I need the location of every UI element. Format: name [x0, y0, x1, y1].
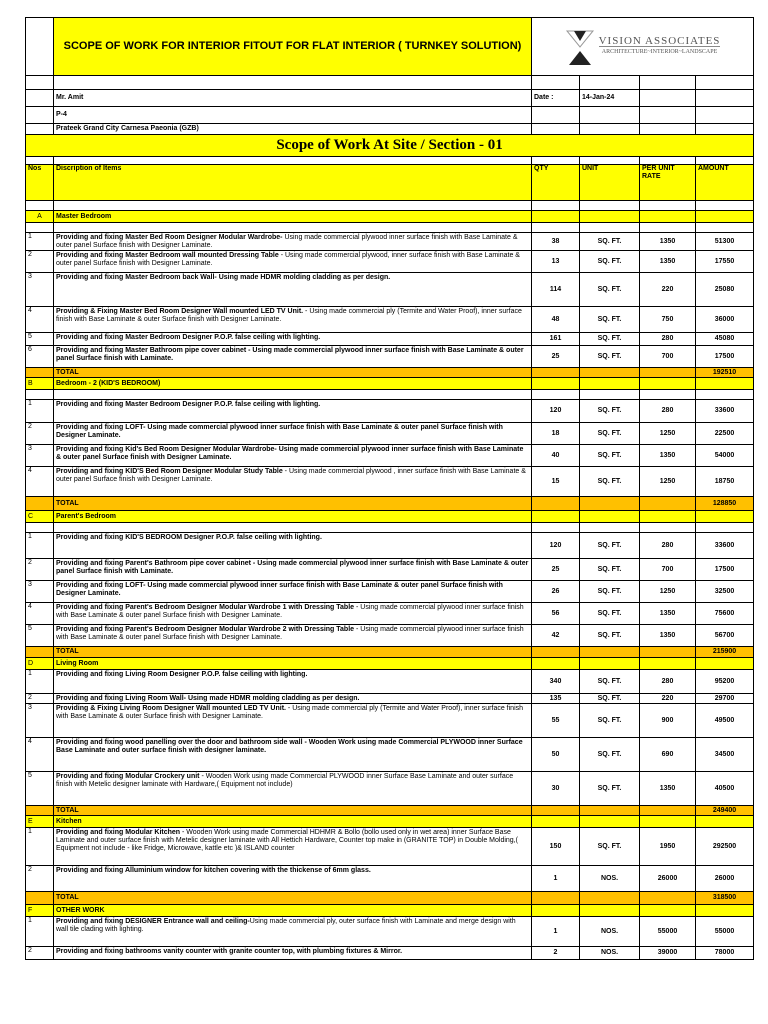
line-item-row	[26, 694, 754, 704]
item-detail: - Using made commercial ply (Termite and Water Proof), inner surface finish with Base Laminate & outer Surface finish with Designer Laminate.	[56, 308, 522, 323]
item-title: Providing and fixing Master Bedroom back Wall- Using made HDMR molding cladding as per design.	[56, 274, 391, 281]
date-label: Date :	[532, 90, 580, 107]
item-qty: 120	[532, 533, 580, 559]
item-amount: 33600	[696, 533, 754, 559]
section-title: Scope of Work At Site / Section - 01	[26, 135, 754, 157]
item-qty: 161	[532, 333, 580, 346]
item-amount: 25080	[696, 273, 754, 307]
item-amount: 95200	[696, 670, 754, 694]
item-rate: 1950	[640, 828, 696, 866]
section-id: C	[26, 511, 54, 523]
item-qty: 340	[532, 670, 580, 694]
col-header-nos: Nos	[26, 165, 54, 201]
item-description	[54, 866, 532, 892]
item-description	[54, 445, 532, 467]
item-description	[54, 947, 532, 960]
item-title: Providing and fixing Parent's Bedroom Designer Modular Wardrobe 2 with Dressing Table	[56, 626, 355, 633]
item-rate: 55000	[640, 917, 696, 947]
item-unit: SQ. FT.	[580, 445, 640, 467]
item-title: Providing and fixing Living Room Wall- Using made HDMR molding cladding as per design.	[56, 695, 360, 702]
item-description	[54, 670, 532, 694]
line-item-row	[26, 559, 754, 581]
item-description	[54, 559, 532, 581]
item-rate: 1350	[640, 251, 696, 273]
item-qty: 26	[532, 581, 580, 603]
item-rate: 1350	[640, 445, 696, 467]
column-header-row	[26, 165, 754, 201]
item-qty: 1	[532, 866, 580, 892]
line-item-row	[26, 423, 754, 445]
item-amount: 54000	[696, 445, 754, 467]
item-unit: SQ. FT.	[580, 694, 640, 704]
item-qty: 114	[532, 273, 580, 307]
item-rate: 1250	[640, 581, 696, 603]
item-description	[54, 738, 532, 772]
item-title: Providing and fixing KID'S BEDROOM Designer P.O.P. false ceiling with lighting.	[56, 534, 322, 541]
item-qty: 25	[532, 559, 580, 581]
item-amount: 33600	[696, 400, 754, 423]
item-number: 3	[26, 704, 54, 738]
item-number: 5	[26, 772, 54, 806]
line-item-row	[26, 445, 754, 467]
line-item-row	[26, 581, 754, 603]
item-description	[54, 233, 532, 251]
item-unit: SQ. FT.	[580, 581, 640, 603]
item-rate: 220	[640, 694, 696, 704]
item-qty: 1	[532, 917, 580, 947]
item-unit: SQ. FT.	[580, 233, 640, 251]
item-qty: 56	[532, 603, 580, 625]
project-name: Prateek Grand City Carnesa Paeonia (GZB)	[54, 124, 532, 135]
item-amount: 32500	[696, 581, 754, 603]
item-qty: 25	[532, 346, 580, 368]
line-item-row	[26, 400, 754, 423]
line-item-row	[26, 273, 754, 307]
item-amount: 49500	[696, 704, 754, 738]
item-description	[54, 625, 532, 647]
item-title: Providing and fixing DESIGNER Entrance wall and ceiling-	[56, 918, 250, 925]
line-item-row	[26, 346, 754, 368]
item-number: 1	[26, 670, 54, 694]
item-unit: SQ. FT.	[580, 533, 640, 559]
item-amount: 292500	[696, 828, 754, 866]
item-description	[54, 307, 532, 333]
item-qty: 13	[532, 251, 580, 273]
item-unit: SQ. FT.	[580, 423, 640, 445]
item-qty: 18	[532, 423, 580, 445]
item-qty: 120	[532, 400, 580, 423]
item-description	[54, 251, 532, 273]
item-number: 5	[26, 333, 54, 346]
section-id: E	[26, 816, 54, 828]
col-header-amount: AMOUNT	[696, 165, 754, 201]
item-rate: 1350	[640, 772, 696, 806]
item-title: Providing and fixing Kid's Bed Room Designer Modular Wardrobe- Using made commercial plywood inner surface finish with Base Laminate & outer panel Surface finish with Designer Laminate.	[56, 446, 524, 461]
section-id: B	[26, 378, 54, 390]
col-header-unit: UNIT	[580, 165, 640, 201]
item-title: Providing and fixing Modular Crockery unit	[56, 773, 200, 780]
item-rate: 1350	[640, 603, 696, 625]
item-amount: 45080	[696, 333, 754, 346]
item-number: 4	[26, 307, 54, 333]
item-title: Providing and fixing bathrooms vanity counter with granite counter top, with plumbing fixtures & Mirror.	[56, 948, 403, 955]
item-unit: SQ. FT.	[580, 400, 640, 423]
col-header-rate: PER UNIT RATE	[640, 165, 696, 201]
item-qty: 48	[532, 307, 580, 333]
item-unit: SQ. FT.	[580, 738, 640, 772]
item-number: 1	[26, 400, 54, 423]
item-number: 3	[26, 445, 54, 467]
item-qty: 135	[532, 694, 580, 704]
company-logo	[532, 18, 754, 76]
line-item-row	[26, 533, 754, 559]
line-item-row	[26, 233, 754, 251]
section-id: A	[26, 211, 54, 223]
item-number: 1	[26, 233, 54, 251]
item-number: 2	[26, 423, 54, 445]
col-header-qty: QTY	[532, 165, 580, 201]
item-rate: 690	[640, 738, 696, 772]
item-unit: SQ. FT.	[580, 772, 640, 806]
item-number: 4	[26, 603, 54, 625]
item-description	[54, 400, 532, 423]
section-total-row	[26, 806, 754, 816]
item-rate: 900	[640, 704, 696, 738]
flat-number: P-4	[54, 107, 532, 124]
section-header-row	[26, 378, 754, 390]
item-number: 2	[26, 947, 54, 960]
item-title: Providing and fixing Master Bathroom pipe cover cabinet - Using made commercial plywood inner surface finish with Base Laminate & outer panel Surface finish with Laminate.	[56, 347, 524, 362]
item-description	[54, 704, 532, 738]
item-title: Providing and fixing Master Bedroom Designer P.O.P. false ceiling with lighting.	[56, 334, 321, 341]
item-unit: SQ. FT.	[580, 828, 640, 866]
total-label: TOTAL	[54, 497, 532, 511]
item-title: Providing and fixing Master Bed Room Designer Modular Wardrobe-	[56, 234, 283, 241]
item-unit: SQ. FT.	[580, 625, 640, 647]
item-amount: 17500	[696, 559, 754, 581]
item-qty: 38	[532, 233, 580, 251]
date-value: 14-Jan-24	[580, 90, 640, 107]
item-unit: NOS.	[580, 917, 640, 947]
item-qty: 42	[532, 625, 580, 647]
item-detail: Using made commercial plywood inner surface finish with Base Laminate & outer panel Surface finish with Designer Laminate.	[56, 234, 518, 249]
line-item-row	[26, 625, 754, 647]
section-name: OTHER WORK	[54, 905, 532, 917]
item-amount: 56700	[696, 625, 754, 647]
section-total-row	[26, 647, 754, 658]
line-item-row	[26, 772, 754, 806]
section-header-row	[26, 816, 754, 828]
logo-tagline: ARCHITECTURE~INTERIOR~LANDSCAPE	[601, 49, 718, 55]
item-description	[54, 467, 532, 497]
item-unit: SQ. FT.	[580, 467, 640, 497]
section-header-row	[26, 905, 754, 917]
section-name: Kitchen	[54, 816, 532, 828]
item-description	[54, 533, 532, 559]
item-amount: 29700	[696, 694, 754, 704]
item-amount: 55000	[696, 917, 754, 947]
item-unit: SQ. FT.	[580, 251, 640, 273]
section-name: Living Room	[54, 658, 532, 670]
item-qty: 55	[532, 704, 580, 738]
line-item-row	[26, 251, 754, 273]
total-amount: 249400	[696, 806, 754, 816]
item-number: 1	[26, 533, 54, 559]
item-unit: SQ. FT.	[580, 670, 640, 694]
logo-name: VISION ASSOCIATES	[598, 35, 721, 47]
item-detail: - Wooden Work using made Commercial HDHMR & Bollo (bollo used only in wet area) inner Surface Base Laminate and outer surface finish with Metelic designer laminate with All Hettich Hardware, Counter top make in (GRANITE TOP) in Double Molding,( Equipment not include - like Fridge, Microwave, kattle etc )& ISLAND counter	[56, 829, 518, 852]
item-title: Providing and fixing Master Bedroom wall mounted Dressing Table	[56, 252, 279, 259]
section-header-row	[26, 211, 754, 223]
item-unit: SQ. FT.	[580, 603, 640, 625]
total-amount: 192510	[696, 368, 754, 378]
item-amount: 17500	[696, 346, 754, 368]
item-amount: 22500	[696, 423, 754, 445]
total-label: TOTAL	[54, 806, 532, 816]
total-label: TOTAL	[54, 892, 532, 905]
line-item-row	[26, 307, 754, 333]
item-number: 1	[26, 917, 54, 947]
item-rate: 700	[640, 559, 696, 581]
item-detail: - Using made commercial plywood , inner surface finish with Base Laminate & outer panel Surface finish with Designer Laminate.	[56, 468, 526, 483]
item-rate: 280	[640, 400, 696, 423]
item-qty: 150	[532, 828, 580, 866]
section-header-row	[26, 511, 754, 523]
line-item-row	[26, 467, 754, 497]
item-detail: - Using made commercial plywood, inner surface finish with Base Laminate & outer panel Surface finish with Designer Laminate.	[56, 252, 520, 267]
client-name: Mr. Amit	[54, 90, 532, 107]
item-detail: - Using made commercial ply (Termite and Water Proof), inner surface finish with Base Laminate & outer Surface finish with Designer Laminate.	[56, 705, 524, 720]
item-description	[54, 772, 532, 806]
item-rate: 220	[640, 273, 696, 307]
item-title: Providing and fixing Parent's Bathroom pipe cover cabinet - Using made commercial plywood inner surface finish with Base Laminate & outer panel Surface finish with Laminate.	[56, 560, 529, 575]
item-title: Providing and fixing Parent's Bedroom Designer Modular Wardrobe 1 with Dressing Table	[56, 604, 355, 611]
item-description	[54, 273, 532, 307]
total-amount: 128850	[696, 497, 754, 511]
item-amount: 18750	[696, 467, 754, 497]
item-title: Providing and fixing LOFT- Using made commercial plywood inner surface finish with Base Laminate & outer panel Surface finish with Designer Laminate.	[56, 424, 503, 439]
item-title: Providing & Fixing Master Bed Room Designer Wall mounted LED TV Unit.	[56, 308, 304, 315]
total-amount: 318500	[696, 892, 754, 905]
item-rate: 280	[640, 533, 696, 559]
item-number: 2	[26, 694, 54, 704]
document-title: SCOPE OF WORK FOR INTERIOR FITOUT FOR FLAT INTERIOR ( TURNKEY SOLUTION)	[54, 18, 532, 76]
item-number: 2	[26, 251, 54, 273]
item-amount: 17550	[696, 251, 754, 273]
item-number: 3	[26, 273, 54, 307]
logo-mark-icon	[565, 27, 595, 67]
item-number: 4	[26, 738, 54, 772]
item-rate: 26000	[640, 866, 696, 892]
item-unit: SQ. FT.	[580, 346, 640, 368]
item-qty: 50	[532, 738, 580, 772]
item-description	[54, 603, 532, 625]
item-rate: 1350	[640, 233, 696, 251]
item-detail: - Using made commercial plywood inner surface finish with Base Laminate & outer panel Surface finish with Designer Laminate.	[56, 604, 524, 619]
item-rate: 750	[640, 307, 696, 333]
item-amount: 78000	[696, 947, 754, 960]
item-description	[54, 346, 532, 368]
item-title: Providing and fixing Modular Kitchen	[56, 829, 181, 836]
item-detail: - Wooden Work using made Commercial PLYWOOD inner Surface Base Laminate and outer surface finish with Metelic designer laminate with Hardware,( Equipment not include)	[56, 773, 514, 788]
item-description	[54, 828, 532, 866]
item-unit: NOS.	[580, 866, 640, 892]
section-header-row	[26, 658, 754, 670]
section-id: D	[26, 658, 54, 670]
section-total-row	[26, 497, 754, 511]
item-rate: 1250	[640, 467, 696, 497]
item-detail: - Using made commercial plywood inner surface finish with Base Laminate & outer panel Surface finish with Designer Laminate.	[56, 626, 524, 641]
item-number: 1	[26, 828, 54, 866]
item-unit: NOS.	[580, 947, 640, 960]
line-item-row	[26, 866, 754, 892]
section-total-row	[26, 368, 754, 378]
item-description	[54, 423, 532, 445]
item-title: Providing and fixing Master Bedroom Designer P.O.P. false ceiling with lighting.	[56, 401, 321, 408]
section-total-row	[26, 892, 754, 905]
line-item-row	[26, 917, 754, 947]
total-label: TOTAL	[54, 647, 532, 658]
item-number: 2	[26, 559, 54, 581]
item-qty: 15	[532, 467, 580, 497]
item-unit: SQ. FT.	[580, 307, 640, 333]
section-name: Master Bedroom	[54, 211, 532, 223]
item-title: Providing and fixing wood panelling over the door and bathroom side wall - Wooden Work using made Commercial PLYWOOD inner Surface Base Laminate and outer surface finish with designer laminate.	[56, 739, 523, 754]
col-header-description: Discription of Items	[54, 165, 532, 201]
section-name: Bedroom - 2 (KID'S BEDROOM)	[54, 378, 532, 390]
item-title: Providing and fixing KID'S Bed Room Designer Modular Study Table	[56, 468, 283, 475]
item-rate: 280	[640, 670, 696, 694]
line-item-row	[26, 333, 754, 346]
item-qty: 2	[532, 947, 580, 960]
section-id: F	[26, 905, 54, 917]
item-description	[54, 581, 532, 603]
item-number: 5	[26, 625, 54, 647]
scope-of-work-sheet	[25, 17, 754, 960]
line-item-row	[26, 670, 754, 694]
item-unit: SQ. FT.	[580, 704, 640, 738]
item-unit: SQ. FT.	[580, 559, 640, 581]
item-number: 2	[26, 866, 54, 892]
item-number: 4	[26, 467, 54, 497]
total-label: TOTAL	[54, 368, 532, 378]
item-detail: Using made commercial ply, outer surface finish with Laminate and merge design with wall tile clading with lighting.	[56, 918, 516, 933]
line-item-row	[26, 947, 754, 960]
item-rate: 39000	[640, 947, 696, 960]
line-item-row	[26, 738, 754, 772]
item-amount: 51300	[696, 233, 754, 251]
item-qty: 30	[532, 772, 580, 806]
item-description	[54, 694, 532, 704]
item-amount: 75600	[696, 603, 754, 625]
line-item-row	[26, 828, 754, 866]
item-amount: 34500	[696, 738, 754, 772]
item-unit: SQ. FT.	[580, 273, 640, 307]
item-rate: 1250	[640, 423, 696, 445]
item-description	[54, 917, 532, 947]
item-description	[54, 333, 532, 346]
item-rate: 1350	[640, 625, 696, 647]
item-qty: 40	[532, 445, 580, 467]
item-amount: 40500	[696, 772, 754, 806]
item-title: Providing & Fixing Living Room Designer Wall mounted LED TV Unit.	[56, 705, 286, 712]
line-item-row	[26, 603, 754, 625]
item-rate: 700	[640, 346, 696, 368]
line-item-row	[26, 704, 754, 738]
item-amount: 36000	[696, 307, 754, 333]
section-name: Parent's Bedroom	[54, 511, 532, 523]
item-number: 6	[26, 346, 54, 368]
item-amount: 26000	[696, 866, 754, 892]
item-title: Providing and fixing Living Room Designer P.O.P. false ceiling with lighting.	[56, 671, 308, 678]
item-rate: 280	[640, 333, 696, 346]
item-title: Providing and fixing LOFT- Using made commercial plywood inner surface finish with Base Laminate & outer panel Surface finish with Designer Laminate.	[56, 582, 503, 597]
item-title: Providing and fixing Alluminium window for kitchen covering with the thickense of 6mm glass.	[56, 867, 371, 874]
item-number: 3	[26, 581, 54, 603]
item-unit: SQ. FT.	[580, 333, 640, 346]
total-amount: 215900	[696, 647, 754, 658]
